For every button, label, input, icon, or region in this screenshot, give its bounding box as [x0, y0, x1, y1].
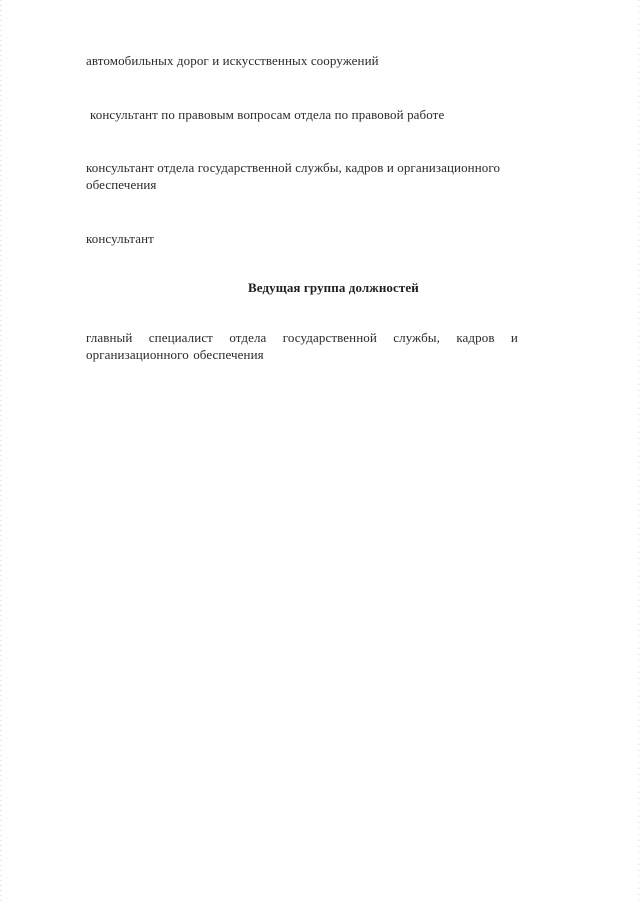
text-line-legal-consultant: консультант по правовым вопросам отдела по правовой работе: [90, 107, 445, 122]
scan-edge-left: [0, 0, 2, 905]
text-line-roads: автомобильных дорог и искусственных сооружений: [86, 53, 379, 68]
text-line-hr-consultant: консультант отдела государственной службы, кадров и организационного обеспечения: [86, 160, 501, 192]
text-line-chief-specialist: главный специалист отдела государственной службы, кадров и организационного обеспечения: [86, 330, 518, 362]
text-line-consultant: консультант: [86, 231, 154, 246]
section-heading: Ведущая группа должностей: [248, 280, 419, 295]
